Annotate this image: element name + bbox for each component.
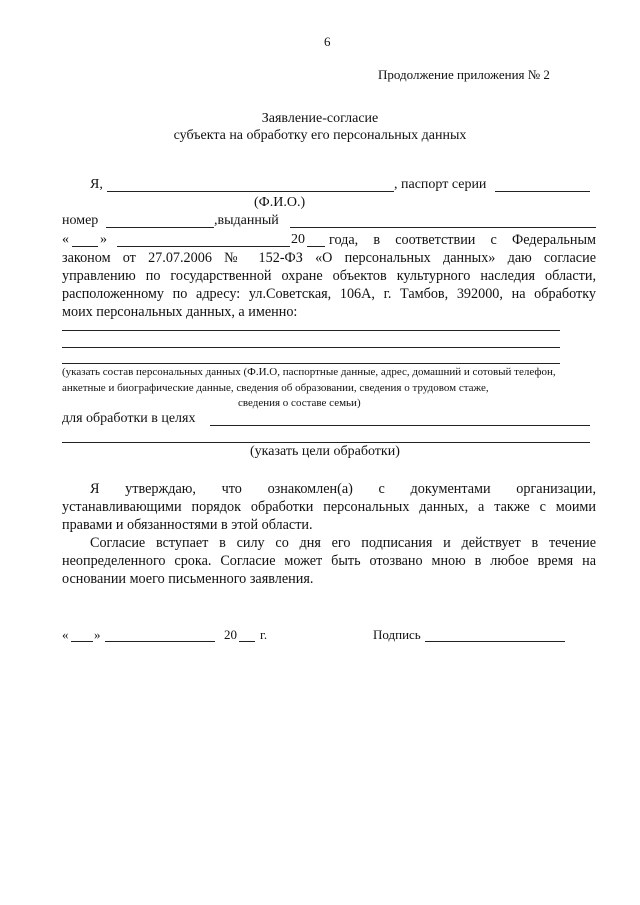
passport-series-field[interactable] bbox=[495, 191, 590, 192]
consent-line-3: управлению по государственной охране объектов культурного наследия области, bbox=[62, 268, 596, 284]
data-hint-3: сведения о составе семьи) bbox=[238, 397, 361, 409]
sign-year-suffix: г. bbox=[260, 627, 268, 642]
sign-month-field[interactable] bbox=[105, 641, 215, 642]
data-hint-2: анкетные и биографические данные, сведения об образовании, сведения о трудовом стаже, bbox=[62, 382, 489, 394]
page-number: 6 bbox=[324, 34, 331, 49]
appendix-note: Продолжение приложения № 2 bbox=[378, 67, 550, 82]
passport-number-field[interactable] bbox=[106, 227, 214, 228]
issued-by-field[interactable] bbox=[290, 227, 596, 228]
document-title: Заявление-согласие bbox=[261, 111, 379, 126]
year-prefix: 20 bbox=[291, 232, 305, 247]
sign-year-prefix: 20 bbox=[224, 627, 237, 642]
sign-year-field[interactable] bbox=[239, 641, 255, 642]
validity-line-3: основании моего письменного заявления. bbox=[62, 571, 314, 587]
personal-data-field-2[interactable] bbox=[62, 347, 560, 348]
signature-label: Подпись bbox=[373, 627, 421, 642]
fio-caption: (Ф.И.О.) bbox=[254, 195, 306, 210]
confirm-line-2: устанавливающими порядок обработки персональных данных, а также с моими bbox=[62, 499, 596, 515]
document-subtitle: субъекта на обработку его персональных данных bbox=[173, 128, 467, 143]
purpose-field-1[interactable] bbox=[210, 425, 590, 426]
issue-year-field[interactable] bbox=[307, 246, 325, 247]
issued-label: ,выданный bbox=[214, 213, 279, 228]
passport-series-label: , паспорт серии bbox=[394, 177, 487, 192]
data-hint-1: (указать состав персональных данных (Ф.И.О, паспортные данные, адрес, домашний и сотовый телефон, bbox=[62, 366, 556, 378]
sign-date-quote-open: « bbox=[62, 627, 69, 642]
number-label: номер bbox=[62, 213, 99, 228]
issue-day-field[interactable] bbox=[72, 246, 98, 247]
purpose-field-2[interactable] bbox=[62, 442, 590, 443]
sign-day-field[interactable] bbox=[71, 641, 93, 642]
purpose-label: для обработки в целях bbox=[62, 411, 196, 426]
confirm-line-3: правами и обязанностями в этой области. bbox=[62, 517, 313, 533]
i-label: Я, bbox=[90, 177, 103, 192]
validity-line-1: Согласие вступает в силу со дня его подписания и действует в течение bbox=[90, 535, 596, 551]
date-quote-open: « bbox=[62, 232, 69, 247]
purpose-hint: (указать цели обработки) bbox=[250, 444, 400, 459]
personal-data-field-1[interactable] bbox=[62, 330, 560, 331]
fio-field[interactable] bbox=[107, 191, 394, 192]
consent-line-4: расположенному по адресу: ул.Советская, 106А, г. Тамбов, 392000, на обработку bbox=[62, 286, 596, 302]
signature-field[interactable] bbox=[425, 641, 565, 642]
consent-line-2: законом от 27.07.2006 № 152-ФЗ «О персональных данных» даю согласие bbox=[62, 250, 596, 266]
issue-month-field[interactable] bbox=[117, 246, 290, 247]
consent-line-1: года, в соответствии с Федеральным bbox=[329, 232, 596, 248]
sign-date-quote-close: » bbox=[94, 627, 101, 642]
confirm-line-1: Я утверждаю, что ознакомлен(а) с документами организации, bbox=[90, 481, 596, 497]
date-quote-close: » bbox=[100, 232, 107, 247]
validity-line-2: неопределенного срока. Согласие может быть отозвано мною в любое время на bbox=[62, 553, 596, 569]
consent-line-5: моих персональных данных, а именно: bbox=[62, 304, 298, 320]
personal-data-field-3[interactable] bbox=[62, 363, 560, 364]
